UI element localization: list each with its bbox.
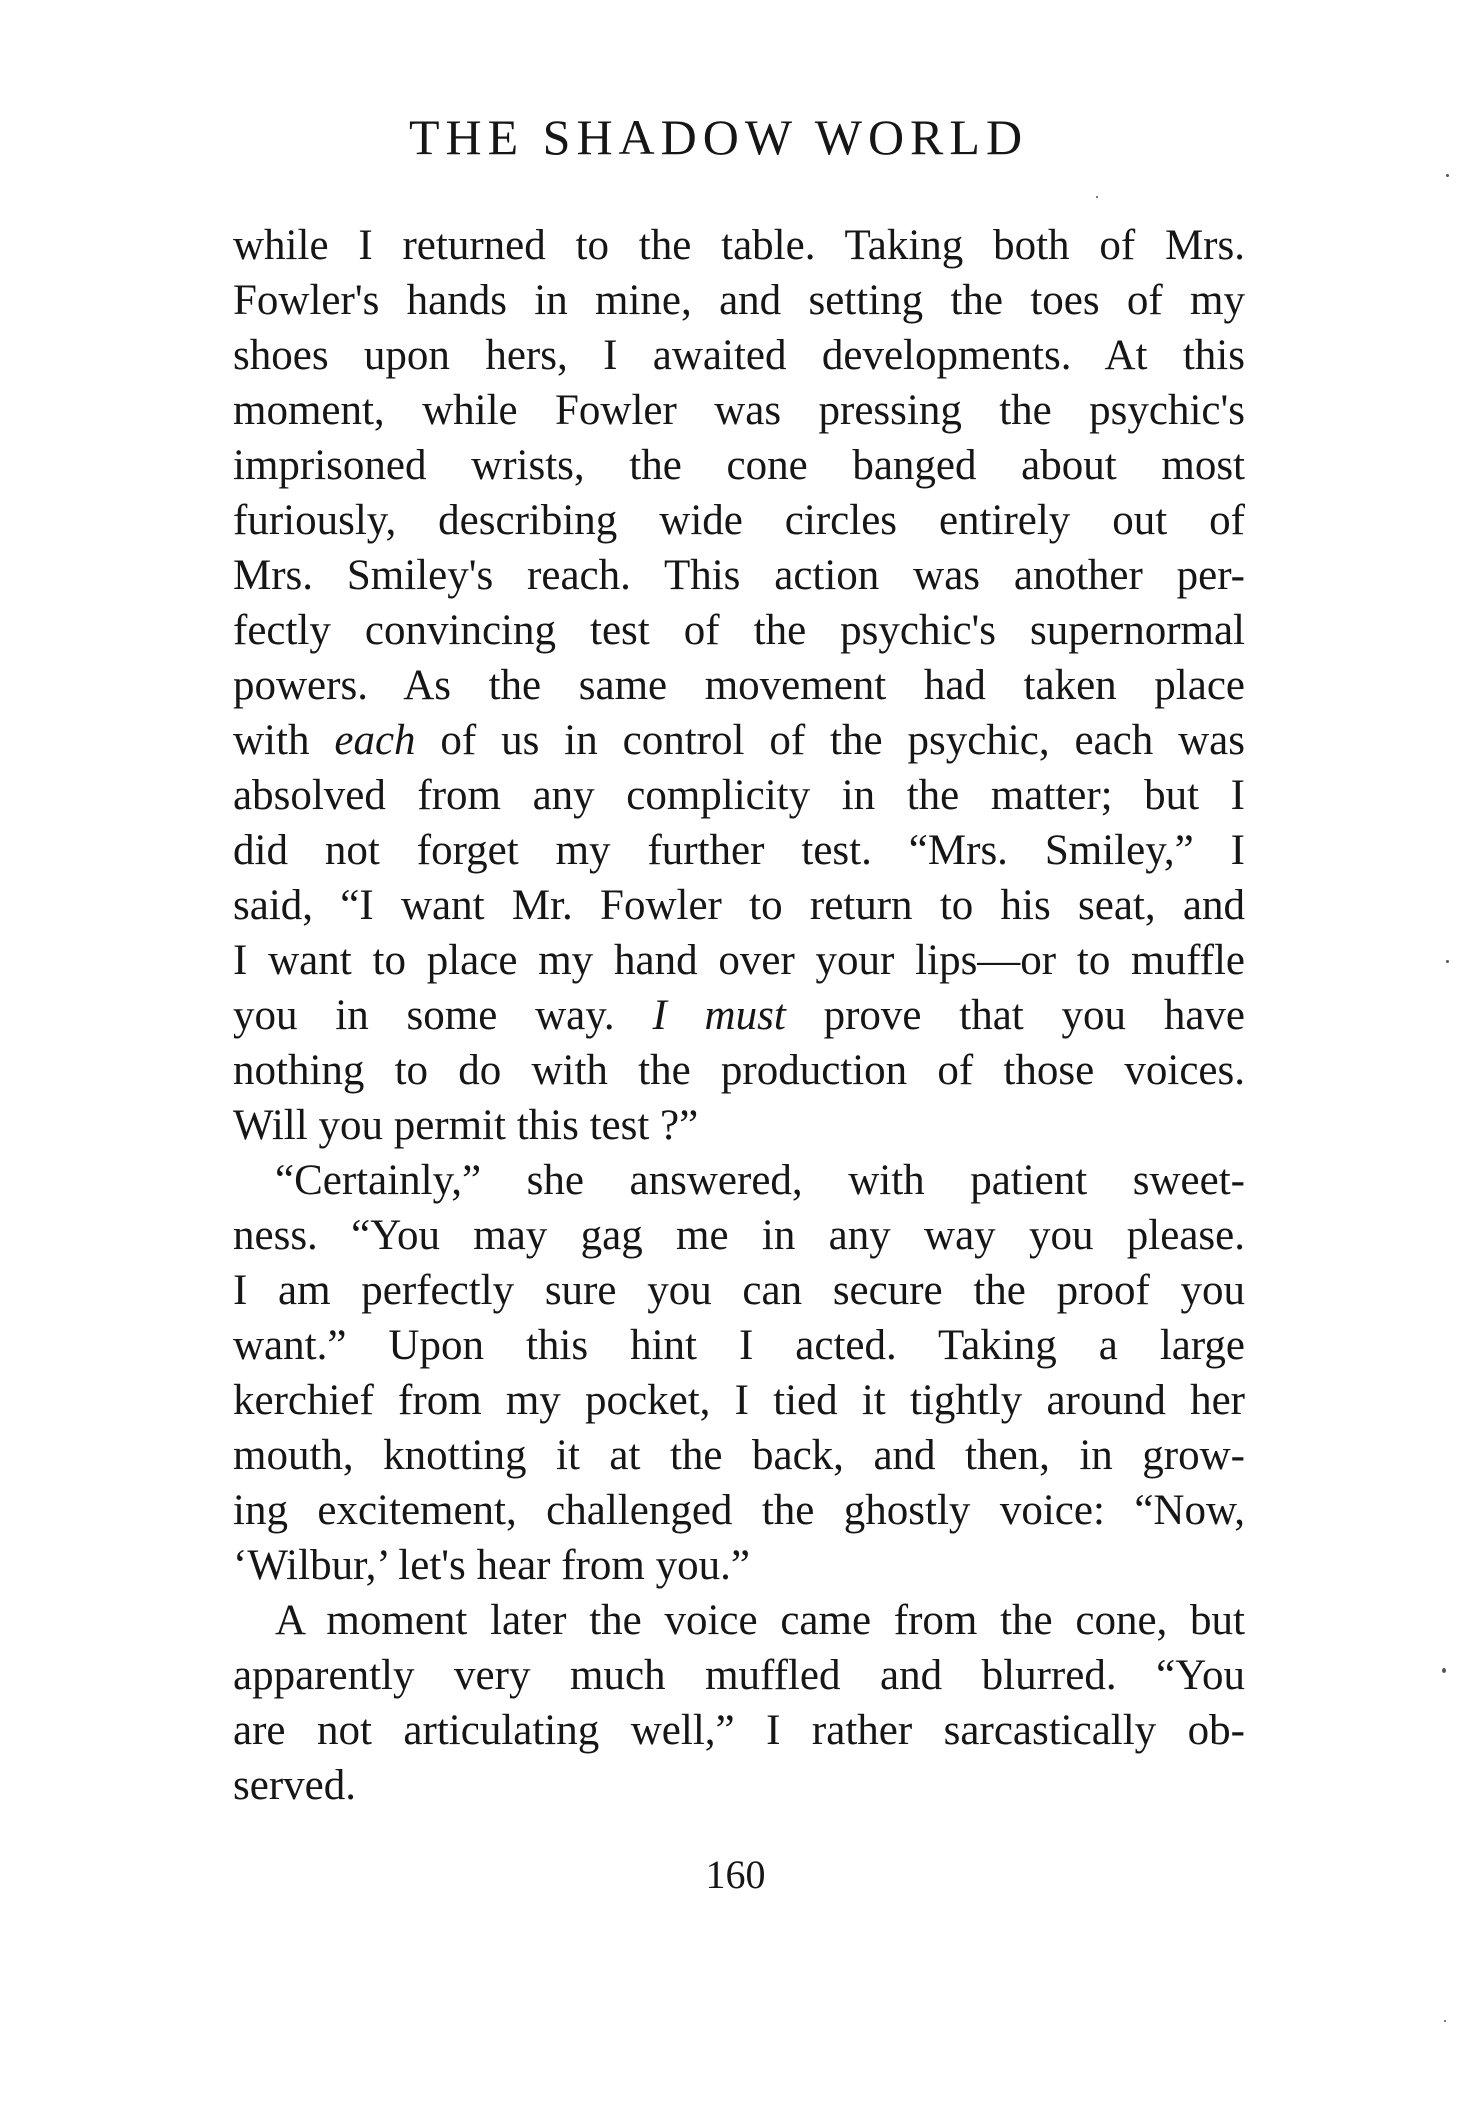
text-line: I want to place my hand over your lips—or to muffle	[233, 937, 1245, 984]
text-line-with-italic	[233, 988, 1245, 1043]
text-line: Mrs. Smiley's reach. This action was another per-	[233, 552, 1245, 599]
text-line: kerchief from my pocket, I tied it tightly around her	[233, 1377, 1245, 1424]
text-segment: prove that you have	[785, 992, 1245, 1039]
text-line: are not articulating well,” I rather sarcastically ob-	[233, 1707, 1245, 1754]
text-segment: of us in control of the psychic, each was	[415, 717, 1245, 764]
text-line: shoes upon hers, I awaited developments. At this	[233, 332, 1245, 379]
text-line: “Certainly,” she answered, with patient sweet-	[275, 1157, 1245, 1204]
scan-speck	[1446, 174, 1449, 177]
scan-speck	[1444, 2020, 1446, 2022]
text-line: moment, while Fowler was pressing the psychic's	[233, 387, 1245, 434]
text-line: mouth, knotting it at the back, and then, in grow-	[233, 1432, 1245, 1479]
text-line: I am perfectly sure you can secure the proof you	[233, 1267, 1245, 1314]
text-line: A moment later the voice came from the cone, but	[275, 1597, 1245, 1644]
text-line: did not forget my further test. “Mrs. Smiley,” I	[233, 827, 1245, 874]
italic-emphasis: each	[334, 717, 416, 764]
italic-emphasis: I must	[652, 992, 786, 1039]
text-segment: with	[233, 717, 335, 764]
text-line: apparently very much muffled and blurred. “You	[233, 1652, 1245, 1699]
text-line-with-italic	[233, 713, 1245, 768]
text-line: want.” Upon this hint I acted. Taking a large	[233, 1322, 1245, 1369]
text-line: ‘Wilbur,’ let's hear from you.”	[233, 1542, 750, 1589]
running-title: THE SHADOW WORLD	[408, 109, 1029, 165]
scan-speck	[1096, 196, 1098, 198]
text-line: ing excitement, challenged the ghostly voice: “Now,	[233, 1487, 1245, 1534]
text-line: Will you permit this test ?”	[233, 1102, 699, 1149]
text-line: served.	[233, 1762, 356, 1809]
text-line: fectly convincing test of the psychic's supernormal	[233, 607, 1245, 654]
text-line: nothing to do with the production of those voices.	[233, 1047, 1245, 1094]
text-line: said, “I want Mr. Fowler to return to his seat, and	[233, 882, 1245, 929]
text-line: absolved from any complicity in the matter; but I	[233, 772, 1245, 819]
page-number: 160	[705, 1852, 766, 1897]
body-text	[233, 218, 1245, 1813]
scan-speck	[1446, 960, 1449, 963]
text-line: while I returned to the table. Taking both of Mrs.	[233, 222, 1245, 269]
text-line: imprisoned wrists, the cone banged about most	[233, 442, 1245, 489]
text-line: ness. “You may gag me in any way you please.	[233, 1212, 1245, 1259]
scan-speck	[1442, 1668, 1446, 1673]
text-segment: you in some way.	[233, 992, 653, 1039]
text-line: Fowler's hands in mine, and setting the toes of my	[233, 277, 1245, 324]
text-line: powers. As the same movement had taken place	[233, 662, 1245, 709]
text-line: furiously, describing wide circles entirely out of	[233, 497, 1245, 544]
